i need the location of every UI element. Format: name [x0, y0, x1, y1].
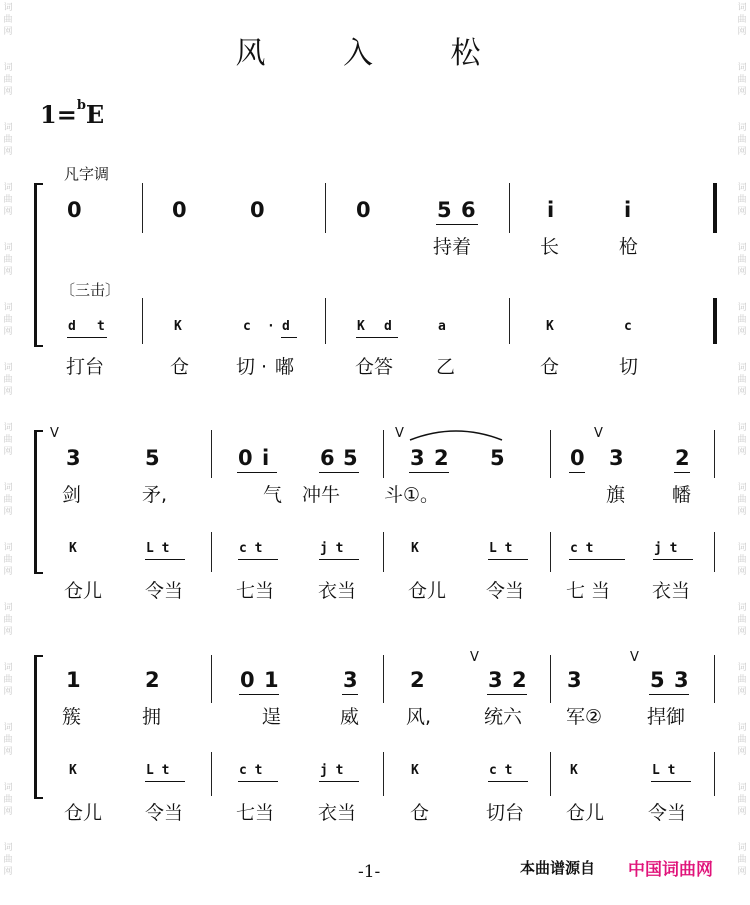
percussion-symbol: K — [570, 763, 578, 778]
percussion-symbol: · — [267, 319, 275, 334]
barline — [211, 655, 212, 703]
percussion-symbol: d — [68, 319, 76, 334]
watermark-text: 词 曲 网 — [737, 123, 747, 157]
percussion-word: 切台 — [486, 802, 525, 824]
melody-note: 3 — [66, 446, 81, 470]
melody-note: 5 — [650, 668, 665, 692]
system-bracket — [34, 655, 43, 799]
percussion-word: 衣当 — [318, 802, 357, 824]
underline — [487, 694, 527, 695]
lyric: 统六 — [484, 706, 523, 728]
percussion-symbol: c — [243, 319, 251, 334]
melody-note: 1 — [264, 668, 279, 692]
lyric: 枪 — [619, 236, 639, 258]
percussion-word: 令当 — [486, 580, 525, 602]
underline — [436, 224, 478, 225]
underline — [488, 559, 528, 560]
melody-note: 5 — [437, 198, 452, 222]
watermark-text: 词 曲 网 — [3, 663, 13, 697]
underline — [651, 781, 691, 782]
underline — [319, 781, 359, 782]
melody-note: 2 — [675, 446, 690, 470]
underline — [238, 559, 278, 560]
underline — [145, 559, 185, 560]
underline — [145, 781, 185, 782]
percussion-symbol: K — [69, 763, 77, 778]
breath-mark: V — [395, 426, 404, 441]
tune-label: 凡字调 — [64, 165, 110, 183]
breath-mark: V — [50, 426, 59, 441]
melody-note: 3 — [410, 446, 425, 470]
watermark-text: 词 曲 网 — [3, 543, 13, 577]
watermark-text: 词 曲 网 — [3, 423, 13, 457]
watermark-text: 词 曲 网 — [737, 723, 747, 757]
melody-note: 0 — [238, 446, 253, 470]
lyric: 气 — [263, 484, 283, 506]
melody-note: 6 — [320, 446, 335, 470]
barline — [383, 430, 384, 478]
barline — [550, 752, 551, 796]
underline — [239, 694, 279, 695]
watermark-text: 词 曲 网 — [737, 63, 747, 97]
underline — [238, 781, 278, 782]
key-prefix: 1= — [40, 100, 77, 129]
percussion-word: 乙 — [436, 356, 456, 378]
page-number: -1- — [358, 862, 381, 882]
lyric: 逞 — [262, 706, 282, 728]
breath-mark: V — [630, 650, 639, 665]
percussion-word: 衣当 — [318, 580, 357, 602]
melody-note: 2 — [145, 668, 160, 692]
watermark-text: 词 曲 网 — [737, 243, 747, 277]
percussion-symbol: d — [282, 319, 290, 334]
percussion-word: 七当 — [236, 802, 275, 824]
percussion-word: 仓答 — [355, 356, 394, 378]
barline — [714, 655, 715, 703]
underline — [67, 337, 107, 338]
watermark-text: 词 曲 网 — [737, 423, 747, 457]
melody-note: 2 — [512, 668, 527, 692]
percussion-word: 七当 — [236, 580, 275, 602]
melody-note: 0 — [250, 198, 265, 222]
percussion-symbol: c t — [239, 541, 263, 556]
percussion-symbol: c t — [239, 763, 263, 778]
percussion-symbol: L t — [146, 541, 170, 556]
percussion-symbol: K — [546, 319, 554, 334]
percussion-symbol: j t — [654, 541, 678, 556]
underline — [342, 694, 358, 695]
barline — [713, 298, 717, 344]
slur — [408, 428, 504, 442]
watermark-text: 词 曲 网 — [3, 63, 13, 97]
source-label: 本曲谱源自 — [520, 859, 596, 877]
barline — [550, 532, 551, 572]
barline — [714, 532, 715, 572]
lyric: 幡 — [672, 484, 692, 506]
watermark-text: 词 曲 网 — [3, 783, 13, 817]
percussion-word: 仓儿 — [64, 580, 103, 602]
watermark-text: 词 曲 网 — [737, 843, 747, 877]
watermark-text: 词 曲 网 — [737, 783, 747, 817]
percussion-symbol: K — [357, 319, 365, 334]
lyric: 风, — [406, 706, 432, 728]
percussion-symbol: K — [411, 763, 419, 778]
percussion-symbol: c t — [489, 763, 513, 778]
underline — [674, 472, 690, 473]
percussion-symbol: j t — [320, 763, 344, 778]
underline — [319, 472, 359, 473]
lyric: 剑 — [62, 484, 82, 506]
percussion-symbol: c — [624, 319, 632, 334]
lyric: 斗①。 — [384, 484, 440, 506]
watermark-text: 词 曲 网 — [737, 483, 747, 517]
percussion-word: 打台 — [66, 356, 105, 378]
underline — [488, 781, 528, 782]
barline — [714, 752, 715, 796]
watermark-text: 词 曲 网 — [3, 183, 13, 217]
percussion-symbol: K — [174, 319, 182, 334]
barline — [211, 430, 212, 478]
barline — [383, 752, 384, 796]
watermark-text: 词 曲 网 — [3, 363, 13, 397]
watermark-text: 词 曲 网 — [3, 723, 13, 757]
melody-note: i — [624, 198, 632, 222]
watermark-text: 词 曲 网 — [3, 123, 13, 157]
lyric: 持着 — [433, 236, 472, 258]
lyric: 簇 — [62, 706, 82, 728]
underline — [319, 559, 359, 560]
melody-note: i — [262, 446, 270, 470]
lyric: 捍御 — [647, 706, 686, 728]
melody-note: 3 — [674, 668, 689, 692]
watermark-text: 词 曲 网 — [3, 243, 13, 277]
barline — [211, 752, 212, 796]
lyric: 矛, — [142, 484, 168, 506]
lyric: 旗 — [606, 484, 626, 506]
barline — [383, 655, 384, 703]
melody-note: 5 — [490, 446, 505, 470]
watermark-text: 词 曲 网 — [737, 303, 747, 337]
watermark-text: 词 曲 网 — [737, 363, 747, 397]
lyric: 威 — [340, 706, 360, 728]
melody-note: 2 — [434, 446, 449, 470]
percussion-word: 衣当 — [652, 580, 691, 602]
system-bracket — [34, 183, 43, 347]
melody-note: 0 — [172, 198, 187, 222]
lyric: 拥 — [142, 706, 162, 728]
watermark-text: 词 曲 网 — [3, 603, 13, 637]
barline — [142, 298, 143, 344]
melody-note: 6 — [461, 198, 476, 222]
underline — [653, 559, 693, 560]
melody-note: 1 — [66, 668, 81, 692]
melody-note: i — [547, 198, 555, 222]
watermark-text: 词 曲 网 — [3, 483, 13, 517]
lyric: 军② — [566, 706, 603, 728]
percussion-word: 仓儿 — [408, 580, 447, 602]
percussion-symbol: t — [97, 319, 105, 334]
site-brand-link[interactable]: 中国词曲网 — [628, 860, 713, 880]
underline — [409, 472, 449, 473]
key-note: E — [85, 100, 105, 129]
percussion-word: 仓儿 — [566, 802, 605, 824]
melody-note: 2 — [410, 668, 425, 692]
percussion-word: 仓 — [540, 356, 560, 378]
watermark-text: 词 曲 网 — [3, 843, 13, 877]
watermark-text: 词 曲 网 — [737, 543, 747, 577]
barline — [550, 430, 551, 478]
watermark-text: 词 曲 网 — [3, 303, 13, 337]
percussion-symbol: K — [411, 541, 419, 556]
barline — [714, 430, 715, 478]
percussion-word: 仓 — [410, 802, 430, 824]
percussion-label: 〔三击〕 — [60, 281, 121, 299]
song-title: 风 入 松 — [235, 36, 515, 71]
percussion-symbol: a — [438, 319, 446, 334]
percussion-word: 切 · — [236, 356, 268, 378]
barline — [550, 655, 551, 703]
percussion-symbol: L t — [652, 763, 676, 778]
barline — [509, 298, 510, 344]
breath-mark: V — [470, 650, 479, 665]
key-signature — [40, 100, 104, 129]
percussion-symbol: L t — [489, 541, 513, 556]
underline — [569, 559, 625, 560]
melody-note: 3 — [343, 668, 358, 692]
watermark-text: 词 曲 网 — [737, 183, 747, 217]
barline — [142, 183, 143, 233]
percussion-symbol: K — [69, 541, 77, 556]
percussion-word: 仓儿 — [64, 802, 103, 824]
barline — [211, 532, 212, 572]
watermark-text: 词 曲 网 — [737, 3, 747, 37]
percussion-word: 嘟 — [275, 356, 295, 378]
percussion-word: 令当 — [145, 580, 184, 602]
watermark-text: 词 曲 网 — [737, 603, 747, 637]
barline — [325, 298, 326, 344]
melody-note: 0 — [356, 198, 371, 222]
lyric: 冲牛 — [302, 484, 341, 506]
percussion-word: 令当 — [648, 802, 687, 824]
melody-note: 0 — [67, 198, 82, 222]
melody-note: 0 — [240, 668, 255, 692]
percussion-symbol: L t — [146, 763, 170, 778]
watermark-text: 词 曲 网 — [737, 663, 747, 697]
melody-note: 5 — [145, 446, 160, 470]
underline — [281, 337, 297, 338]
watermark-text: 词 曲 网 — [3, 3, 13, 37]
percussion-symbol: j t — [320, 541, 344, 556]
melody-note: 5 — [343, 446, 358, 470]
system-bracket — [34, 430, 43, 574]
percussion-word: 七 当 — [566, 580, 611, 602]
barline — [383, 532, 384, 572]
percussion-word: 切 — [619, 356, 639, 378]
melody-note: 3 — [609, 446, 624, 470]
lyric: 长 — [540, 236, 560, 258]
underline — [237, 472, 277, 473]
underline — [649, 694, 689, 695]
percussion-word: 令当 — [145, 802, 184, 824]
melody-note: 3 — [567, 668, 582, 692]
underline — [356, 337, 398, 338]
barline — [509, 183, 510, 233]
melody-note: 3 — [488, 668, 503, 692]
barline — [325, 183, 326, 233]
underline — [569, 472, 585, 473]
flat-sign: b — [76, 98, 86, 113]
percussion-symbol: d — [384, 319, 392, 334]
melody-note: 0 — [570, 446, 585, 470]
breath-mark: V — [594, 426, 603, 441]
percussion-word: 仓 — [170, 356, 190, 378]
percussion-symbol: c t — [570, 541, 594, 556]
barline — [713, 183, 717, 233]
